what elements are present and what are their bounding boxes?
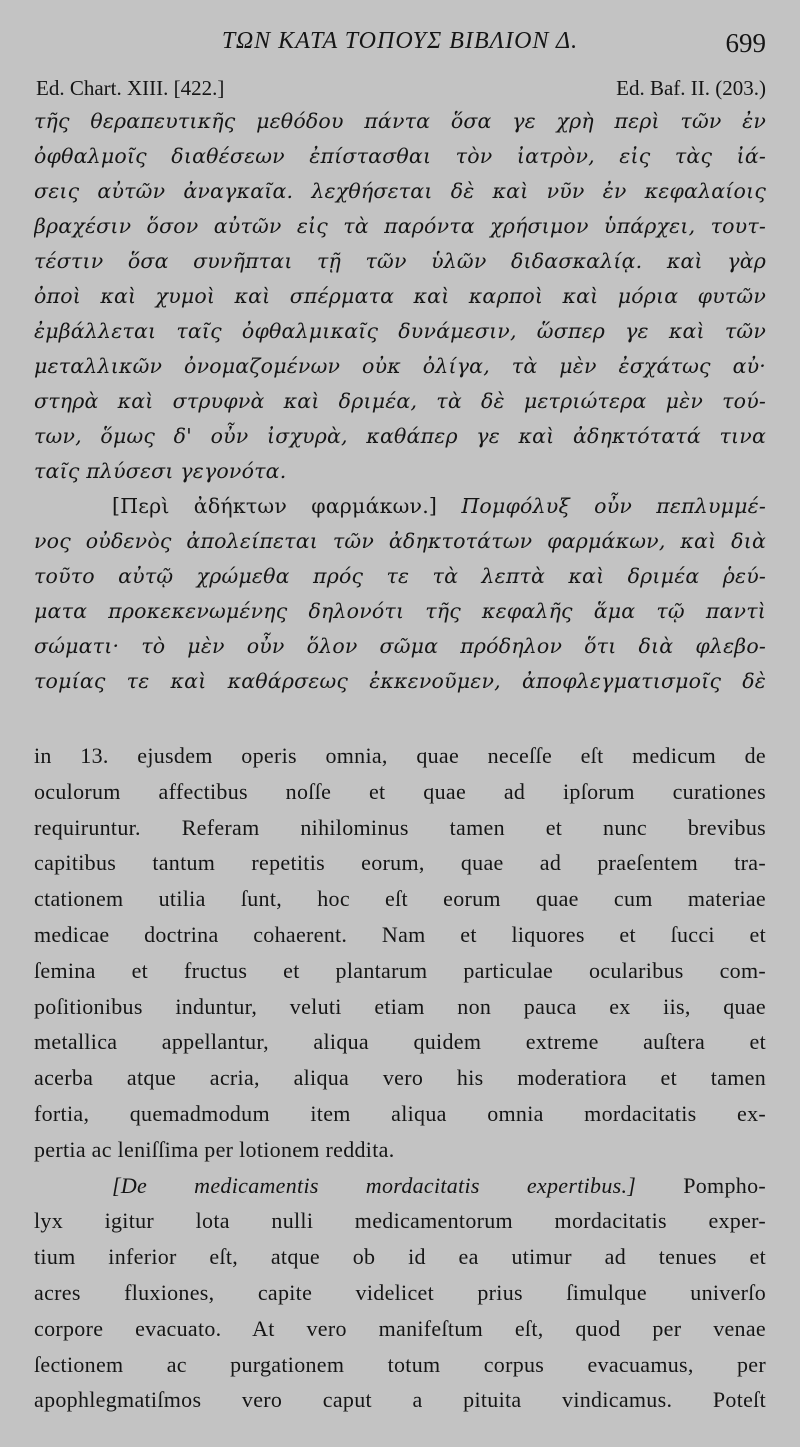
latin-section-heading: [De medicamentis mordacitatis expertibus.]: [112, 1172, 637, 1198]
latin-line: medicae doctrina cohaerent. Nam et liquores et ſucci et: [34, 921, 766, 947]
edition-basel-ref: Ed. Baf. II. (203.): [616, 76, 766, 100]
greek-line: τοῦτο αὐτῷ χρώμεθα πρός τε τὰ λεπτὰ καὶ δριμέα ῥεύ-: [34, 564, 766, 588]
latin-line: poſitionibus induntur, veluti etiam non pauca ex iis, quae: [34, 993, 766, 1019]
latin-section-start-line: [34, 1168, 766, 1204]
latin-text-block: [34, 738, 766, 1418]
latin-line: corpore evacuato. At vero manifeſtum eſt, quod per venae: [34, 1315, 766, 1341]
latin-line: acerba atque acria, aliqua vero his moderatiora et tamen: [34, 1065, 766, 1091]
latin-line: apophlegmatiſmos vero caput a pituita vindicamus. Poteſt: [34, 1387, 766, 1413]
greek-line: ταῖς πλύσεσι γεγονότα.: [34, 459, 287, 483]
latin-line: requiruntur. Referam nihilominus tamen et nunc brevibus: [34, 814, 766, 840]
greek-line: στηρὰ καὶ στρυφνὰ καὶ δριμέα, τὰ δὲ μετριώτερα μὲν τού-: [34, 389, 766, 413]
latin-line: metallica appellantur, aliqua quidem extreme auſtera et: [34, 1029, 766, 1055]
greek-line: ἐμβάλλεται ταῖς ὀφθαλμικαῖς δυνάμεσιν, ὥσπερ γε καὶ τῶν: [34, 319, 766, 343]
greek-line: σώματι· τὸ μὲν οὖν ὅλον σῶμα πρόδηλον ὅτι διὰ φλεβο-: [34, 634, 766, 658]
running-title: ΤΩΝ ΚΑΤΑ ΤΟΠΟΥΣ ΒΙΒΛΙΟΝ Δ.: [221, 28, 579, 54]
greek-line: Πομφόλυξ οὖν πεπλυμμέ-: [461, 494, 766, 518]
greek-line: τῆς θεραπευτικῆς μεθόδου πάντα ὅσα γε χρὴ περὶ τῶν ἐν: [34, 109, 766, 133]
latin-line: capitibus tantum repetitis eorum, quae ad praeſentem tra-: [34, 850, 766, 876]
latin-line: pertia ac leniſſima per lotionem reddita.: [34, 1136, 395, 1162]
latin-line: ſemina et fructus et plantarum particulae ocularibus com-: [34, 957, 766, 983]
greek-section-start-line: [34, 489, 766, 524]
page-number: 699: [725, 28, 766, 58]
greek-section-heading: [Περὶ ἀδήκτων φαρμάκων.]: [112, 494, 438, 518]
latin-line: ctationem utilia ſunt, hoc eſt eorum quae cum materiae: [34, 886, 766, 912]
latin-line: acres fluxiones, capite videlicet prius ſimulque univerſo: [34, 1279, 766, 1305]
greek-line: τέστιν ὅσα συνῆπται τῇ τῶν ὑλῶν διδασκαλίᾳ. καὶ γὰρ: [34, 249, 766, 273]
latin-line: lyx igitur lota nulli medicamentorum mordacitatis exper-: [34, 1208, 766, 1234]
latin-line: in 13. ejusdem operis omnia, quae neceſſe eſt medicum de: [34, 743, 766, 768]
edition-reference-line: [36, 76, 766, 106]
latin-line: Pompho-: [683, 1172, 766, 1198]
greek-line: νος οὐδενὸς ἀπολείπεται τῶν ἀδηκτοτάτων φαρμάκων, καὶ διὰ: [34, 529, 766, 553]
greek-line: ὀποὶ καὶ χυμοὶ καὶ σπέρματα καὶ καρποὶ καὶ μόρια φυτῶν: [34, 284, 766, 308]
greek-line: μεταλλικῶν ὀνομαζομένων οὐκ ὀλίγα, τὰ μὲν ἐσχάτως αὐ·: [34, 354, 766, 378]
greek-line: σεις αὐτῶν ἀναγκαῖα. λεχθήσεται δὲ καὶ νῦν ἐν κεφαλαίοις: [34, 179, 766, 203]
latin-line: fortia, quemadmodum item aliqua omnia mordacitatis ex-: [34, 1100, 766, 1126]
greek-line: βραχέσιν ὅσον αὐτῶν εἰς τὰ παρόντα χρήσιμον ὑπάρχει, τουτ-: [34, 214, 766, 238]
edition-chartier-ref: Ed. Chart. XIII. [422.]: [36, 76, 225, 100]
greek-text-block: [34, 104, 766, 699]
greek-line: τομίας τε καὶ καθάρσεως ἐκκενοῦμεν, ἀποφλεγματισμοῖς δὲ: [34, 669, 766, 693]
latin-line: ſectionem ac purgationem totum corpus evacuamus, per: [34, 1351, 766, 1377]
latin-line: tium inferior eſt, atque ob id ea utimur ad tenues et: [34, 1244, 766, 1270]
latin-line: oculorum affectibus noſſe et quae ad ipſorum curationes: [34, 778, 766, 804]
greek-line: ὀφθαλμοῖς διαθέσεων ἐπίστασθαι τὸν ἰατρὸν, εἰς τὰς ἰά-: [34, 144, 766, 168]
greek-line: των, ὅμως δ' οὖν ἰσχυρὰ, καθάπερ γε καὶ ἀδηκτότατά τινα: [34, 424, 766, 448]
greek-line: ματα προκεκενωμένης δηλονότι τῆς κεφαλῆς ἅμα τῷ παντὶ: [34, 599, 766, 623]
